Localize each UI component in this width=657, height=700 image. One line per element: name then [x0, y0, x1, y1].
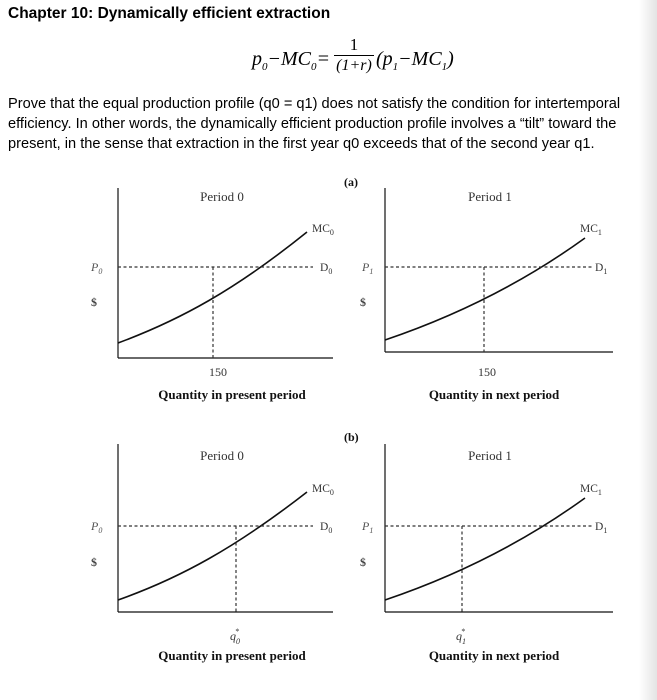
- dollar-label: $: [360, 555, 366, 569]
- panel-a-period1: [360, 188, 613, 402]
- panel-b-period0: [90, 444, 334, 663]
- x-axis-label: Quantity in next period: [428, 648, 560, 663]
- d0-label: $D_0$: [320, 262, 333, 276]
- mc1-label: $MC_1$: [580, 223, 602, 237]
- page-edge-shadow: [639, 0, 657, 700]
- mc1-label: $MC_1$: [580, 483, 602, 497]
- d1-label: $D_1$: [595, 521, 608, 535]
- mc0-label: $MC_0$: [312, 483, 334, 497]
- x-axis-label: Quantity in next period: [428, 387, 560, 402]
- q1-star-tick: $q_1*$: [456, 627, 466, 646]
- part-b-label: (b): [344, 430, 359, 444]
- dollar-label: $: [91, 555, 97, 569]
- formula-rhs: $(p_1-MC_1)$: [376, 48, 454, 73]
- panel-title: Period 0: [200, 448, 244, 463]
- q-tick-label: 150: [478, 365, 496, 379]
- mc0-label: $MC_0$: [312, 223, 334, 237]
- d1-label: $D_1$: [595, 262, 608, 276]
- chapter-heading: Chapter 10: Dynamically efficient extraction: [8, 5, 331, 22]
- p0-label: $P_0$: [91, 519, 103, 535]
- mc0-curve: [118, 492, 307, 600]
- formula-denominator: (1+r): [336, 57, 372, 74]
- q-tick-label: 150: [209, 365, 227, 379]
- dollar-label: $: [91, 295, 97, 309]
- x-axis-label: Quantity in present period: [158, 648, 306, 663]
- panel-b-period1: [360, 444, 613, 663]
- p0-label: $P_0$: [91, 260, 103, 276]
- dollar-label: $: [360, 295, 366, 309]
- q0-star-tick: $q_0*$: [230, 627, 240, 646]
- panel-a-period0: [90, 188, 334, 402]
- formula-lhs: $p_0-MC_0=$: [252, 48, 330, 73]
- panel-title: Period 0: [200, 189, 244, 204]
- panel-title: Period 1: [468, 189, 512, 204]
- p1-label: $P_1$: [362, 519, 374, 535]
- p1-label: $P_1$: [362, 260, 374, 276]
- part-a-label: (a): [344, 175, 358, 189]
- x-axis-label: Quantity in present period: [158, 387, 306, 402]
- mc0-curve: [118, 232, 307, 343]
- problem-statement: Prove that the equal production profile (q0 = q1) does not satisfy the condition for intertemporal efficiency. In other words, the dynamically efficient production profile involves a “tilt” toward the present, in the sense that extraction in the first year q0 exceeds that of the second year q1.: [8, 96, 621, 152]
- formula-numerator: 1: [349, 35, 359, 54]
- mc1-curve: [385, 238, 585, 340]
- d0-label: $D_0$: [320, 521, 333, 535]
- mc1-curve: [385, 498, 585, 600]
- panel-title: Period 1: [468, 448, 512, 463]
